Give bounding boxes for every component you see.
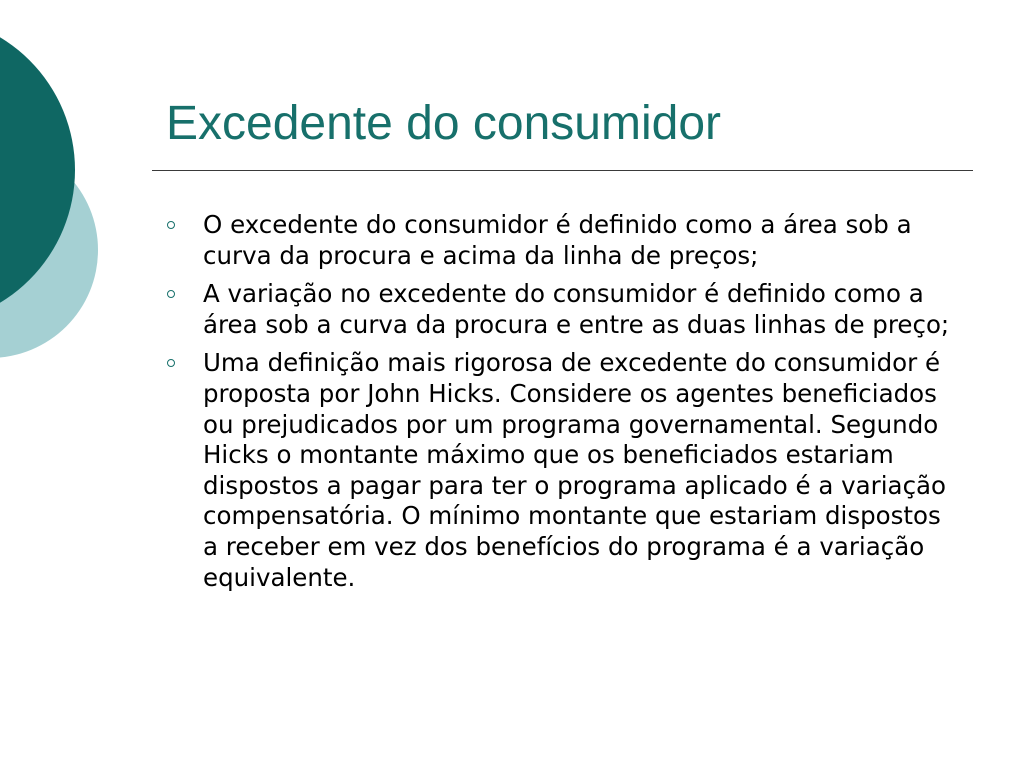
bullet-text: O excedente do consumidor é definido como a área sob a curva da procura e acima da linha de preços;: [203, 210, 912, 270]
bullet-text: Uma definição mais rigorosa de excedente do consumidor é proposta por John Hicks. Considere os agentes beneficiados ou prejudicados por um programa governamental. Segundo Hicks o montante máximo que os beneficiados estariam dispostos a pagar para ter o programa aplicado é a variação compensatória. O mínimo montante que estariam dispostos a receber em vez dos benefícios do programa é a variação equivalente.: [203, 348, 947, 592]
bullet-list: [163, 210, 963, 601]
hollow-circle-bullet-icon: [167, 359, 175, 367]
title-divider: [152, 170, 973, 171]
hollow-circle-bullet-icon: [167, 290, 175, 298]
slide-title: Excedente do consumidor: [166, 97, 721, 150]
bullet-item: [163, 210, 963, 271]
bullet-item: [163, 279, 963, 340]
hollow-circle-bullet-icon: [167, 221, 175, 229]
decorative-circles: [0, 0, 110, 420]
bullet-text: A variação no excedente do consumidor é definido como a área sob a curva da procura e entre as duas linhas de preço;: [203, 279, 950, 339]
bullet-item: [163, 348, 963, 593]
